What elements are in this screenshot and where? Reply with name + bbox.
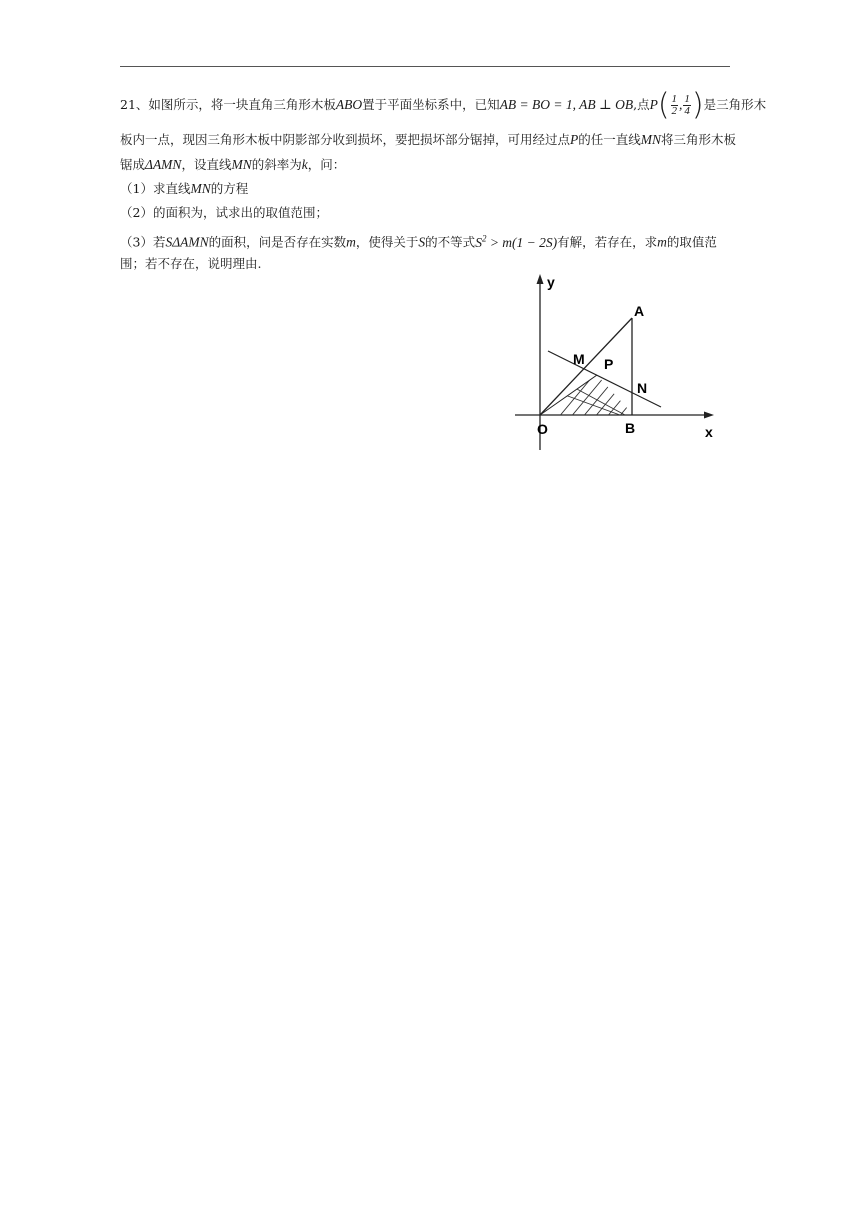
segment-oa [540,318,632,415]
inequality-rhs: > m(1 − 2S) [486,234,558,250]
line-mn: MN [640,132,662,147]
line-mn: MN [190,181,211,196]
text: ，问： [307,157,346,172]
label-y: y [547,274,555,290]
point-p: P [649,97,658,112]
denominator: 2 [671,105,678,117]
point-p: P [570,132,579,147]
left-paren: ( [657,87,670,123]
text: 板内一点，现因三角形木板中阴影部分收到损坏，要把损坏部分锯掉，可用经过点 [120,132,571,147]
text: 的不等式 [425,234,476,250]
text: 的面积为，试求出的取值范围； [152,205,328,220]
label-m: M [573,351,585,367]
text: 置于平面坐标系中，已知 [362,97,500,112]
problem-number: 21、 [120,97,149,112]
label-x: x [705,424,713,440]
text: 围；若不存在，说明理由. [120,256,262,271]
shaded-region [548,370,658,430]
variable-m: m [346,234,356,250]
label-a: A [634,303,645,319]
text: 有解，若存在，求 [557,234,658,250]
x-axis-arrow-icon [704,412,714,419]
numerator: 1 [684,93,690,105]
text: ，使得关于 [355,234,419,250]
text: 的斜率为 [251,157,302,172]
triangle-amn: ΔAMN [172,234,209,250]
text: 若 [152,234,166,250]
label-o: O [537,421,548,437]
text: ,点 [633,97,650,112]
text: ，设直线 [181,157,232,172]
inequality-lhs: S [475,234,482,250]
right-paren: ) [691,87,704,123]
slope-k: k [301,157,308,172]
text: 的面积，问是否存在实数 [208,234,347,250]
text: 锯成 [120,157,146,172]
text: 求直线 [152,181,191,196]
line-mn: MN [231,157,252,172]
question-label: （2） [120,205,153,220]
text: 如图所示，将一块直角三角形木板 [148,97,336,112]
text: 的取值范 [666,234,717,250]
comma: , [679,97,683,112]
variable-s: S [418,234,426,250]
label-p: P [604,356,614,372]
variable-s: S [165,234,173,250]
text: 的方程 [210,181,249,196]
numerator: 1 [671,93,678,105]
triangle-amn: ΔAMN [145,157,182,172]
board-name: ABO [335,97,363,112]
question-label: （3） [120,234,153,250]
text: 将三角形木板 [661,132,737,147]
text: 的任一直线 [578,132,641,147]
given-condition: AB = BO = 1, AB ⊥ OB [499,97,634,112]
denominator: 4 [684,105,690,117]
label-n: N [637,380,648,396]
exponent: 2 [481,233,487,243]
question-label: （1） [120,181,153,196]
label-b: B [625,420,636,436]
y-axis-arrow-icon [537,274,544,284]
text: 是三角形木 [703,97,767,112]
variable-m: m [657,234,667,250]
